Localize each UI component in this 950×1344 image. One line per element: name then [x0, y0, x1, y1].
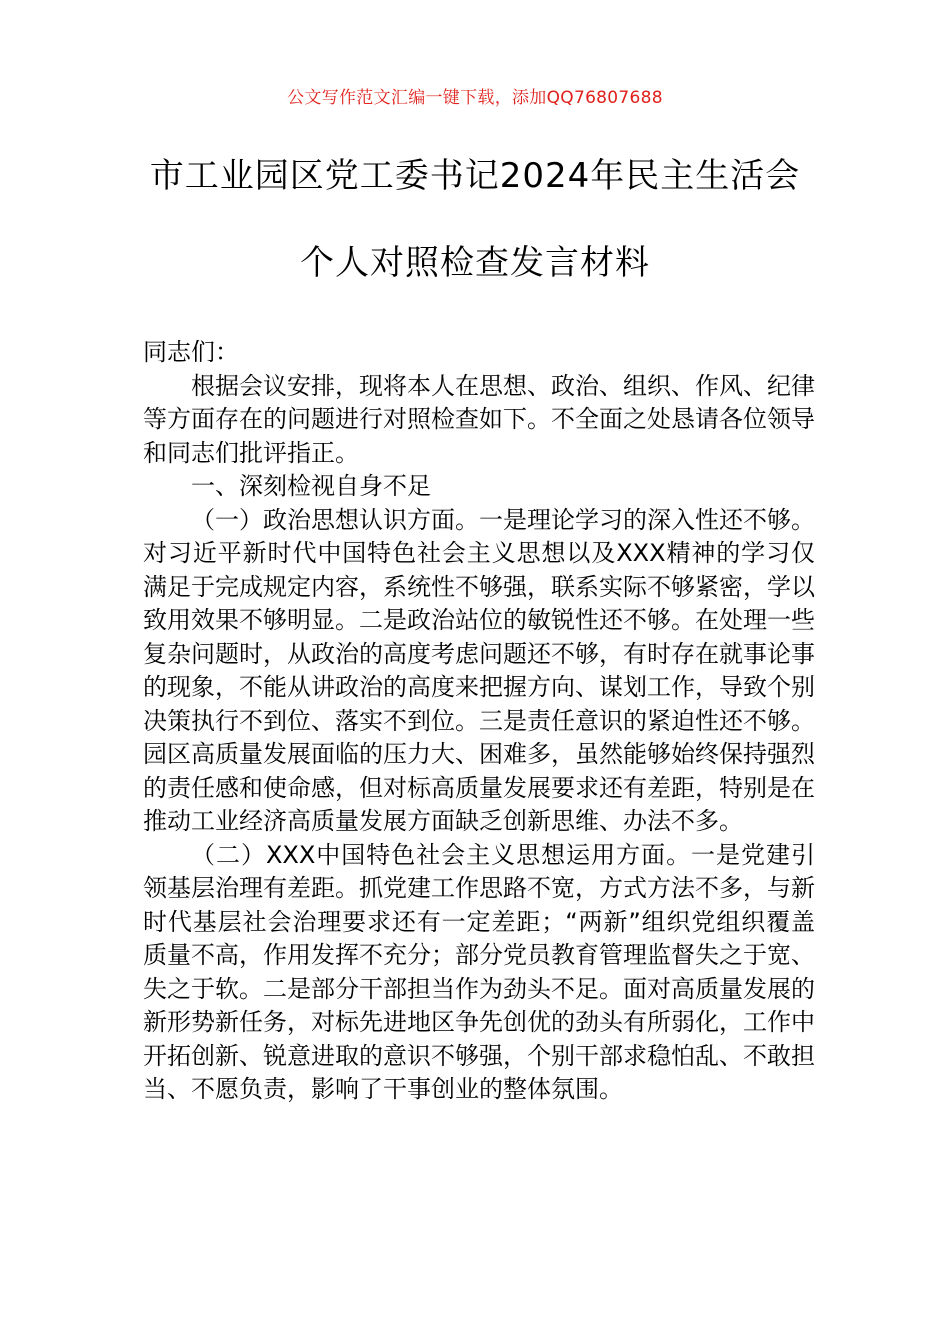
section-heading-1: 一、深刻检视自身不足 [191, 472, 431, 500]
paragraph-intro: 根据会议安排，现将本人在思想、政治、组织、作风、纪律等方面存在的问题进行对照检查如下。不全面之处恳请各位领导和同志们批评指正。 [143, 371, 815, 467]
paragraph-thought-application: （二）XXX中国特色社会主义思想运用方面。一是党建引领基层治理有差距。抓党建工作思路不宽，方式方法不多，与新时代基层社会治理要求还有一定差距；“两新”组织党组织覆盖质量不高，作用发挥不充分；部分党员教育管理监督失之于宽、失之于软。二是部分干部担当作为劲头不足。面对高质量发展的新形势新任务，对标先进地区争先创优的劲头有所弱化，工作中开拓创新、锐意进取的意识不够强，个别干部求稳怕乱、不敢担当、不愿负责，影响了干事创业的整体氛围。 [143, 840, 815, 1103]
header-ad-text: 公文写作范文汇编一键下载，添加QQ76807688 [287, 88, 663, 108]
document-body [143, 336, 815, 1107]
salutation: 同志们： [143, 338, 239, 366]
document-title-line-1: 市工业园区党工委书记2024年民主生活会 [149, 156, 801, 196]
paragraph-political-thought: （一）政治思想认识方面。一是理论学习的深入性还不够。对习近平新时代中国特色社会主义思想以及XXX精神的学习仅满足于完成规定内容，系统性不够强，联系实际不够紧密，学以致用效果不够明显。二是政治站位的敏锐性还不够。在处理一些复杂问题时，从政治的高度考虑问题还不够，有时存在就事论事的现象，不能从讲政治的高度来把握方向、谋划工作，导致个别决策执行不到位、落实不到位。三是责任意识的紧迫性还不够。园区高质量发展面临的压力大、困难多，虽然能够始终保持强烈的责任感和使命感，但对标高质量发展要求还有差距，特别是在推动工业经济高质量发展方面缺乏创新思维、办法不多。 [143, 505, 815, 835]
document-title-line-2: 个人对照检查发言材料 [300, 243, 650, 283]
